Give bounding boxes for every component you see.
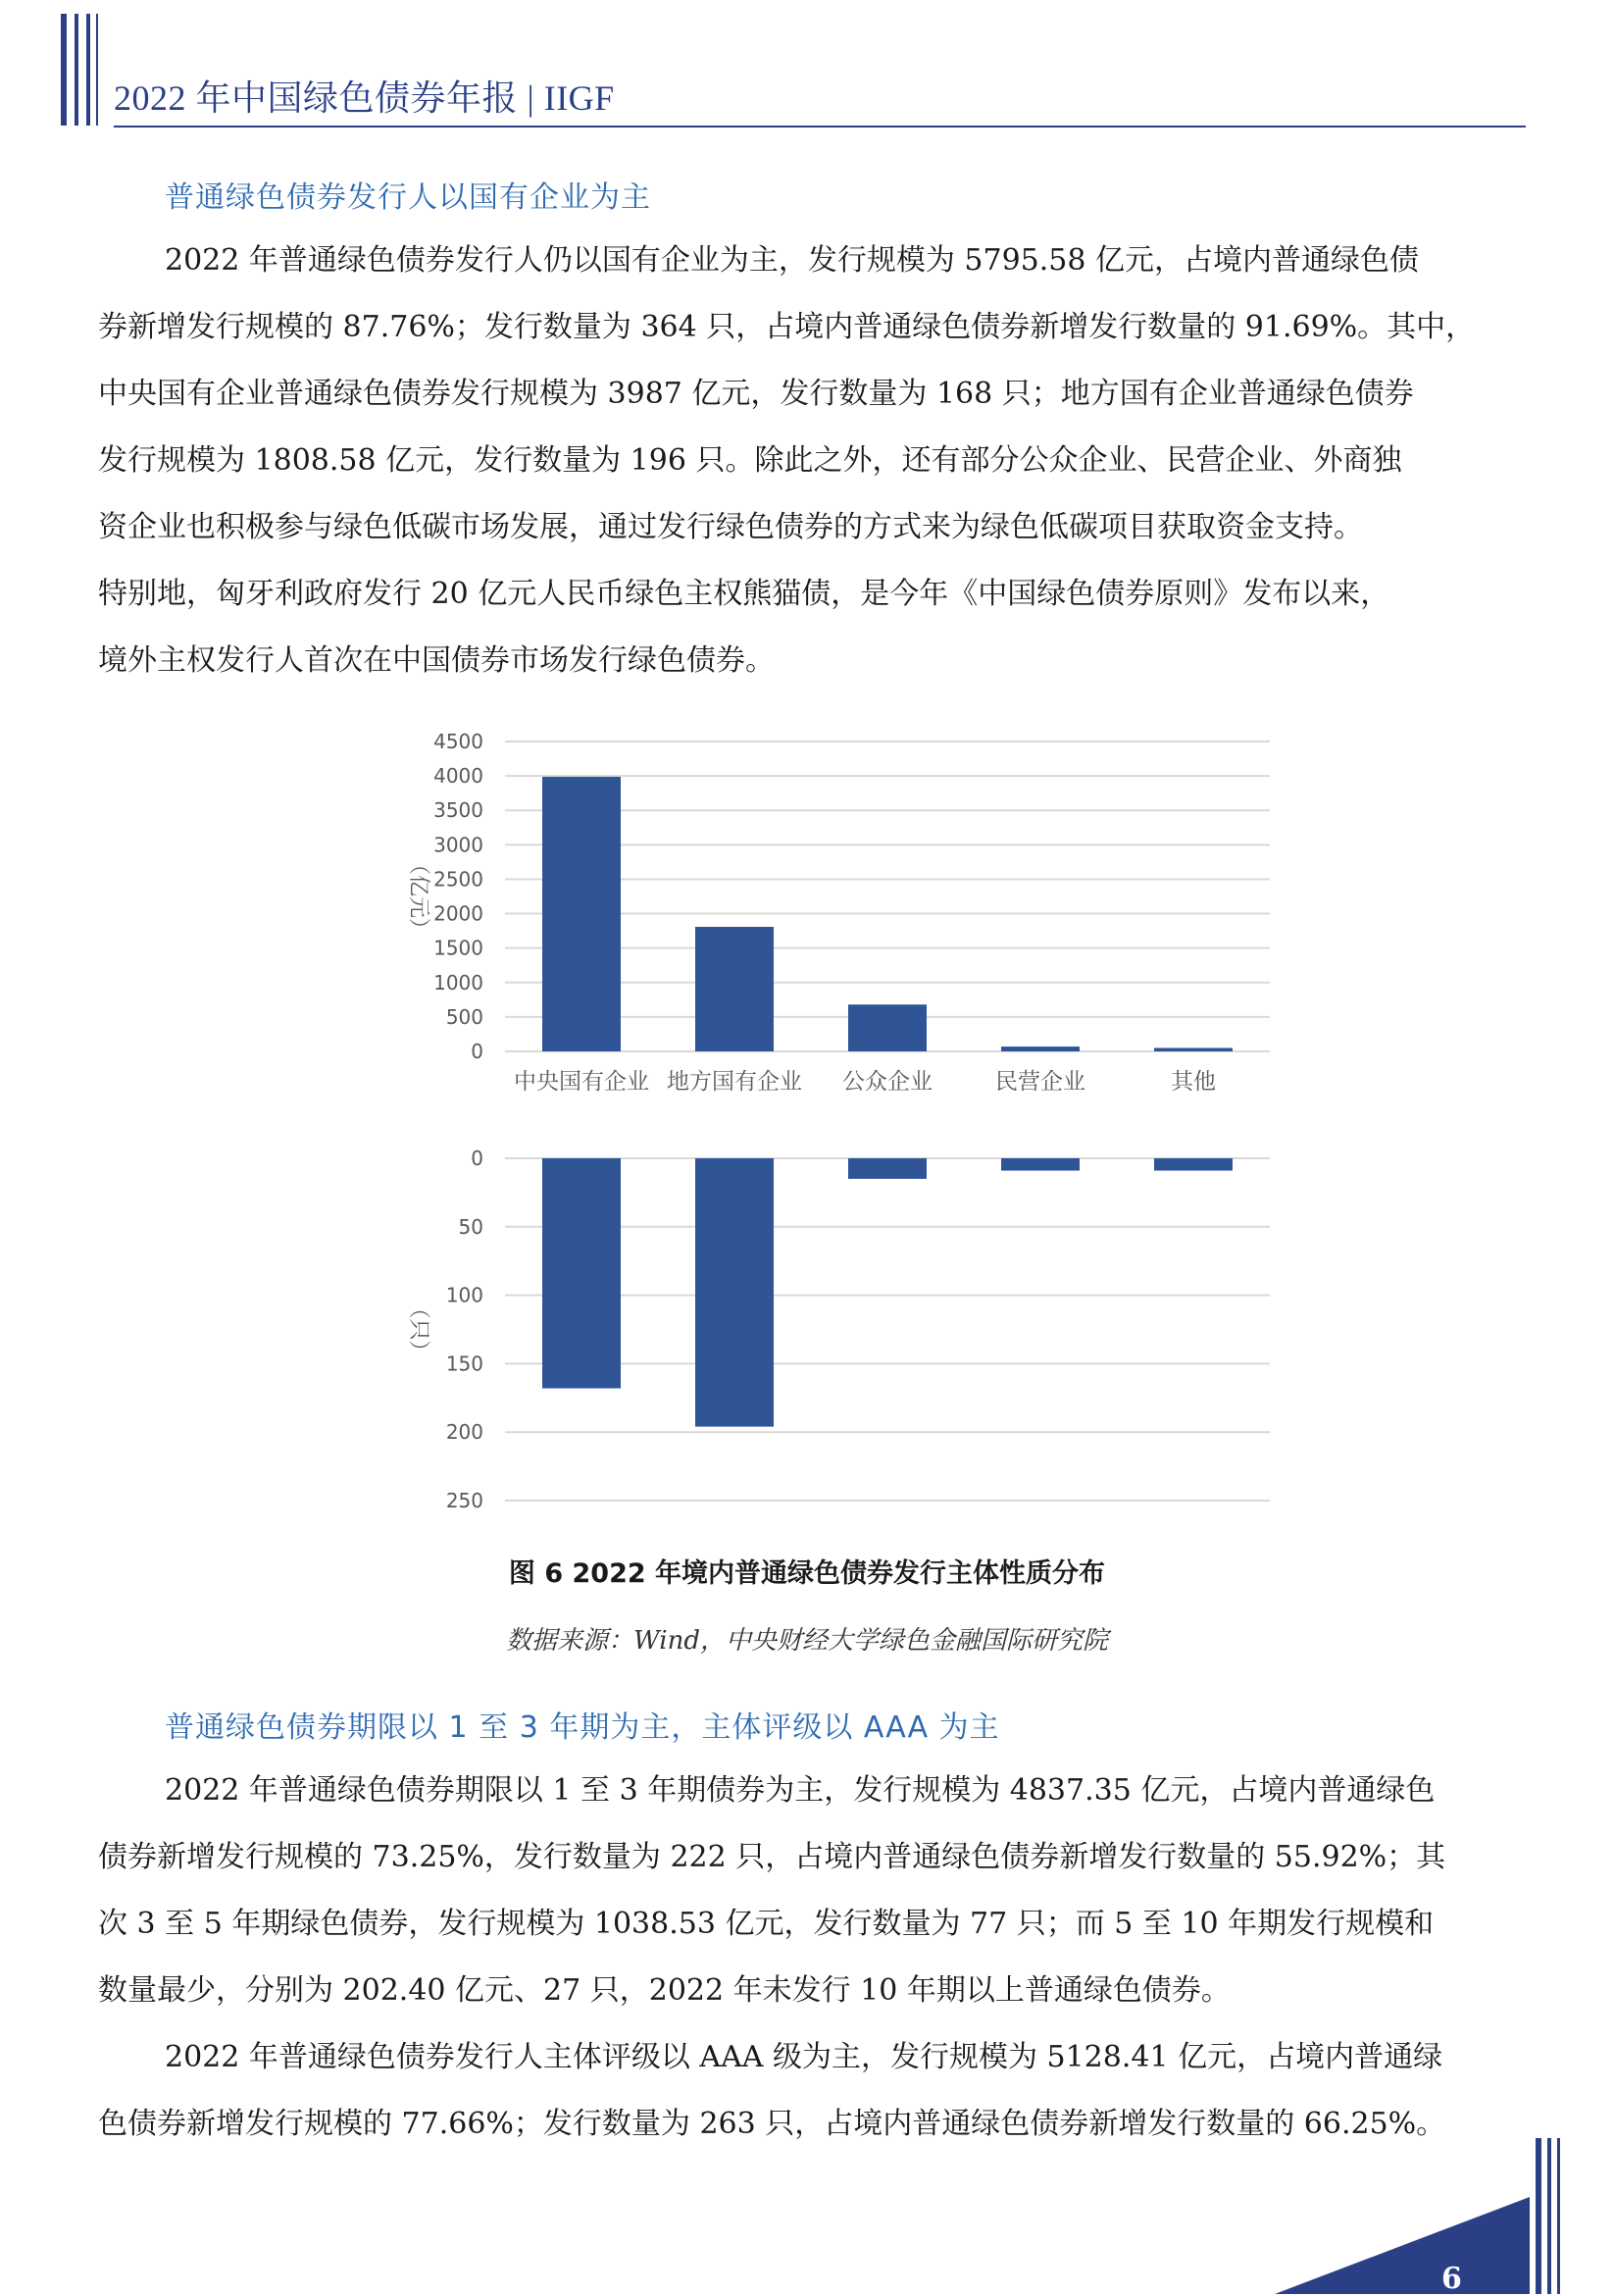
y-tick-label: 1000: [433, 970, 483, 995]
y-tick-label: 4000: [433, 764, 483, 789]
paragraph-line: 色债券新增发行规模的 77.66%；发行数量为 263 只，占境内普通绿色债券新增发行数量的 66.25%。: [98, 2107, 1446, 2141]
section-heading-2: 普通绿色债券期限以 1 至 3 年期为主，主体评级以 AAA 为主: [165, 1710, 1000, 1745]
page-number: 6: [1441, 2262, 1462, 2296]
bar-0-0: [542, 777, 621, 1051]
paragraph-line: 次 3 至 5 年期绿色债券，发行规模为 1038.53 亿元，发行数量为 77 只；而 5 至 10 年期发行规模和: [98, 1907, 1435, 1941]
paragraph-1: [98, 228, 1530, 694]
x-tick-label: 其他: [1171, 1069, 1216, 1095]
bar-0-2: [848, 1004, 927, 1051]
header-rule: [114, 126, 1526, 128]
y-tick-label: 50: [458, 1214, 483, 1239]
paragraph-line: 中央国有企业普通绿色债券发行规模为 3987 亿元，发行数量为 168 只；地方国有企业普通绿色债券: [98, 377, 1414, 411]
y-tick-label: 250: [445, 1489, 483, 1512]
y-axis-label: （只）: [406, 1297, 430, 1362]
y-tick-label: 3500: [433, 798, 483, 823]
section-heading-1: 普通绿色债券发行人以国有企业为主: [165, 180, 651, 215]
figure-caption: 图 6 2022 年境内普通绿色债券发行主体性质分布: [508, 1558, 1106, 1589]
bar-1-3: [1001, 1158, 1080, 1171]
y-tick-label: 1500: [433, 936, 483, 960]
header-stripe-2: [75, 14, 78, 126]
x-tick-label: 民营企业: [995, 1069, 1085, 1095]
paragraph-line: 资企业也积极参与绿色低碳市场发展，通过发行绿色债券的方式来为绿色低碳项目获取资金支持。: [98, 510, 1363, 544]
header-stripe-1: [61, 14, 67, 126]
footer-stripe-2: [1547, 2138, 1551, 2294]
footer-stripe-1: [1536, 2138, 1541, 2294]
y-tick-label: 4500: [433, 730, 483, 753]
y-tick-label: 0: [471, 1040, 483, 1063]
paragraph-line: 发行规模为 1808.58 亿元，发行数量为 196 只。除此之外，还有部分公众企业、民营企业、外商独: [98, 443, 1402, 478]
paragraph-line: 特别地，匈牙利政府发行 20 亿元人民币绿色主权熊猫债，是今年《中国绿色债券原则》发布以来，: [98, 577, 1390, 611]
paragraph-line: 债券新增发行规模的 73.25%，发行数量为 222 只，占境内普通绿色债券新增发行数量的 55.92%；其: [98, 1840, 1446, 1874]
footer-stripe-3: [1557, 2138, 1560, 2294]
x-tick-label: 公众企业: [842, 1069, 933, 1095]
figure-chart: [392, 706, 1294, 1550]
bar-1-4: [1154, 1158, 1233, 1171]
bar-1-1: [695, 1158, 774, 1427]
header-stripe-3: [86, 14, 90, 126]
y-tick-label: 500: [445, 1004, 483, 1029]
bar-0-4: [1154, 1047, 1233, 1051]
paragraph-3: [98, 2024, 1530, 2158]
bar-1-2: [848, 1158, 927, 1179]
bar-1-0: [542, 1158, 621, 1389]
y-tick-label: 200: [445, 1420, 483, 1445]
paragraph-line: 数量最少，分别为 202.40 亿元、27 只，2022 年未发行 10 年期以上普通绿色债券。: [98, 1973, 1231, 2008]
y-tick-label: 3000: [433, 833, 483, 857]
y-tick-label: 0: [471, 1147, 483, 1170]
header-title: 2022 年中国绿色债券年报 | IIGF: [114, 78, 615, 118]
figure-source: 数据来源：Wind，中央财经大学绿色金融国际研究院: [506, 1626, 1108, 1656]
paragraph-line: 2022 年普通绿色债券发行人主体评级以 AAA 级为主，发行规模为 5128.41 亿元，占境内普通绿: [165, 2040, 1443, 2074]
x-tick-label: 地方国有企业: [667, 1069, 802, 1095]
header-stripe-4: [96, 14, 98, 126]
paragraph-line: 2022 年普通绿色债券期限以 1 至 3 年期债券为主，发行规模为 4837.35 亿元，占境内普通绿色: [165, 1773, 1436, 1808]
x-tick-label: 中央国有企业: [514, 1069, 649, 1095]
paragraph-line: 2022 年普通绿色债券发行人仍以国有企业为主，发行规模为 5795.58 亿元，占境内普通绿色债: [165, 243, 1420, 278]
paragraph-line: 境外主权发行人首次在中国债券市场发行绿色债券。: [98, 643, 775, 678]
y-tick-label: 2000: [433, 901, 483, 926]
y-tick-label: 150: [445, 1352, 483, 1376]
y-tick-label: 100: [445, 1283, 483, 1307]
footer-triangle: [1275, 2197, 1530, 2294]
y-tick-label: 2500: [433, 867, 483, 892]
chart-svg: [392, 706, 1294, 1550]
bar-0-3: [1001, 1046, 1080, 1051]
y-axis-label: （亿元）: [406, 852, 430, 941]
paragraph-2: [98, 1758, 1530, 2024]
bar-0-1: [695, 927, 774, 1051]
paragraph-line: 券新增发行规模的 87.76%；发行数量为 364 只，占境内普通绿色债券新增发行数量的 91.69%。其中，: [98, 310, 1476, 344]
